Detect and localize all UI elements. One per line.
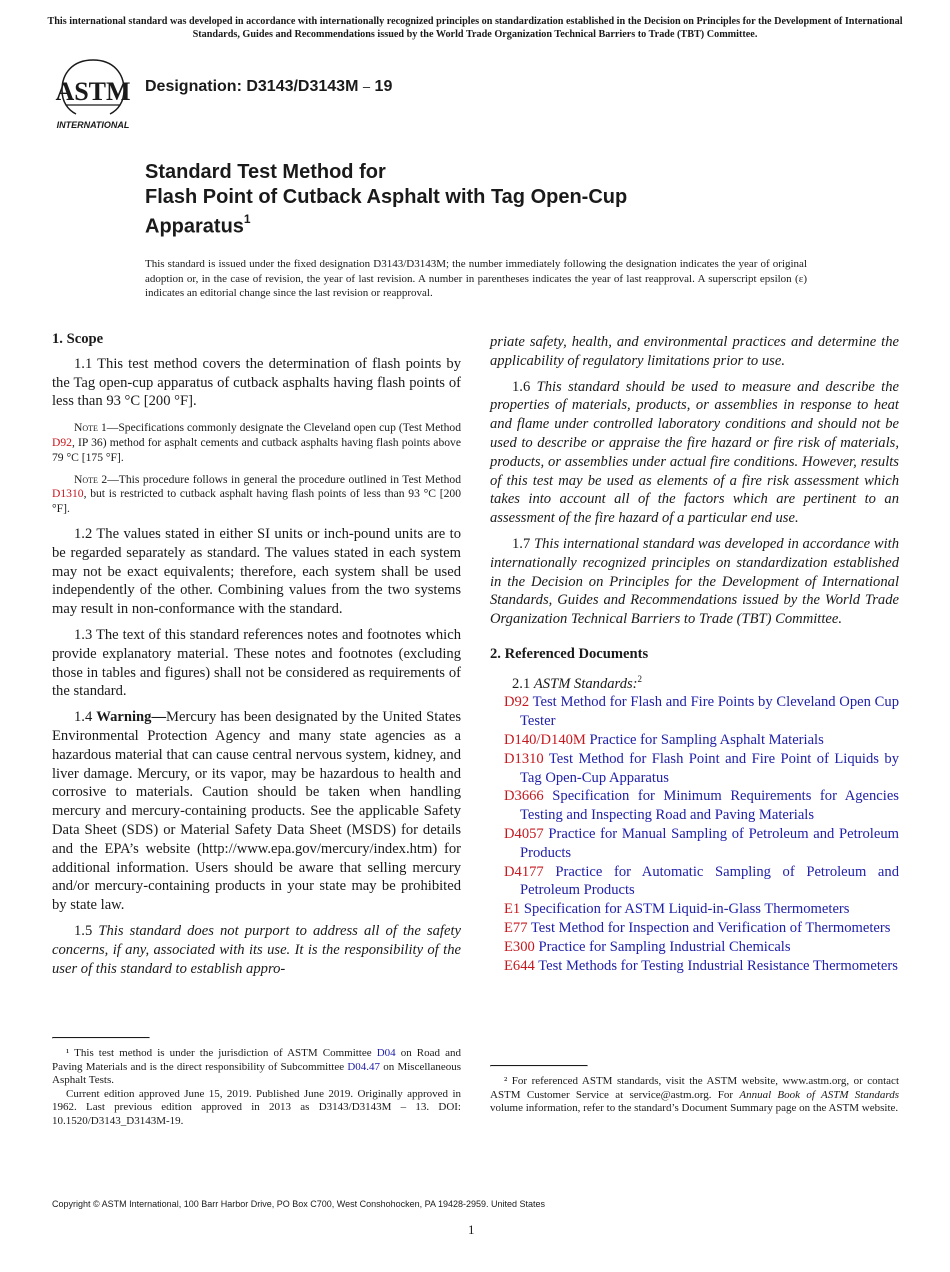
paragraph-1-3: 1.3 The text of this standard references notes and footnotes which provide explanatory material. These notes and footnotes (excluding those in tables and figures) shall not be considered as requirements of the standard.: [52, 626, 461, 700]
note-1: Note 1—Specifications commonly designate the Cleveland open cup (Test Method D92, IP 36) method for asphalt cements and cutback asphalts having flash points above 79 °C [175 °F].: [52, 421, 461, 464]
warning-label: Warning—: [96, 709, 167, 726]
reference-item[interactable]: D92 Test Method for Flash and Fire Points by Cleveland Open Cup Tester: [504, 694, 899, 730]
logo-text: ASTM: [55, 77, 131, 106]
title-line-2: Flash Point of Cutback Asphalt with Tag Open-Cup: [145, 185, 628, 208]
link-d04-47[interactable]: D04.47: [347, 1060, 381, 1073]
link-d92[interactable]: D92: [52, 435, 72, 449]
footnote-2: ² For referenced ASTM standards, visit the ASTM website, www.astm.org, or contact ASTM Customer Service at service@astm.org. For Annual Book of ASTM Standards volume information, refer to the standard’s Document Summary page on the ASTM website.: [490, 1075, 899, 1115]
title-line-3: Apparatus$^1$: [145, 212, 251, 238]
designation-dash: –: [362, 79, 371, 94]
note-2: Note 2—This procedure follows in general the procedure outlined in Test Method D1310, but is restricted to cutback asphalt having flash points of less than 93 °C [200 °F].: [52, 472, 461, 516]
logo-subtext: INTERNATIONAL: [56, 120, 130, 130]
reference-item[interactable]: E644 Test Methods for Testing Industrial Resistance Thermometers: [504, 957, 898, 974]
footnote-1: ¹ This test method is under the jurisdiction of ASTM Committee D04 on Road and Paving Materials and is the direct responsibility of Subcommittee D04.47 on Miscellaneous Asphalt Tests.: [52, 1047, 462, 1087]
title-footnote-marker: 1: [243, 212, 251, 226]
designation-year: 19: [374, 78, 393, 95]
right-column: [490, 333, 899, 975]
footnote-rule: [490, 1065, 588, 1067]
reference-item[interactable]: E300 Practice for Sampling Industrial Chemicals: [504, 938, 791, 955]
paragraph-2-1: 2.1 ASTM Standards:$^2$: [512, 673, 643, 692]
left-column: [52, 330, 461, 985]
reference-item[interactable]: D1310 Test Method for Flash Point and Fire Point of Liquids by Tag Open-Cup Apparatus: [504, 750, 899, 786]
referenced-standards-list: [490, 693, 899, 975]
reference-item[interactable]: D4177 Practice for Automatic Sampling of Petroleum and Petroleum Products: [504, 863, 899, 899]
paragraph-1-1: 1.1 This test method covers the determination of flash points by the Tag open-cup apparatus of cutback asphalts having flash points of less than 93 °C [200 °F].: [52, 355, 461, 410]
footnotes-left: [52, 1037, 461, 1129]
copyright: Copyright © ASTM International, 100 Barr Harbor Drive, PO Box C700, West Conshohocken, PA 19428-2959. United States: [52, 1199, 546, 1209]
section-heading-scope: 1. Scope: [52, 331, 104, 347]
astm-logo: [52, 56, 134, 132]
reference-item[interactable]: D3666 Specification for Minimum Requirements for Agencies Testing and Inspecting Road and Paving Materials: [504, 788, 899, 824]
title-line-1: Standard Test Method for: [145, 161, 386, 183]
footnote-1-edition: Current edition approved June 15, 2019. Published June 2019. Originally approved in 1962. Last previous edition approved in 2013 as D3143/D3143M – 13. DOI: 10.1520/D3143_D3143M-19.: [52, 1087, 461, 1127]
reference-item[interactable]: D4057 Practice for Manual Sampling of Petroleum and Petroleum Products: [504, 825, 899, 861]
paragraph-1-5: 1.5 This standard does not purport to address all of the safety concerns, if any, associated with its use. It is the responsibility of the user of this standard to establish appro-: [52, 922, 461, 977]
paragraph-1-2: 1.2 The values stated in either SI units or inch-pound units are to be regarded separately as standard. The values stated in each system may not be exact equivalents; therefore, each system shall be used independently of the other. Combining values from the two systems may result in non-conformance with the standard.: [52, 525, 461, 618]
reference-item[interactable]: E77 Test Method for Inspection and Verification of Thermometers: [504, 919, 891, 936]
paragraph-1-5-continued: priate safety, health, and environmental practices and determine the applicability of regulatory limitations prior to use.: [490, 334, 899, 369]
tbt-notice: This international standard was developed in accordance with internationally recognized principles on standardization established in the Decision on Principles for the Development of International Standards, Guides and Recommendations issued by the World Trade Organization Technical Barriers to Trade (TBT) Committee.: [47, 16, 903, 40]
designation: [145, 78, 392, 96]
section-heading-referenced-documents: 2. Referenced Documents: [490, 645, 649, 662]
link-d1310[interactable]: D1310: [52, 487, 84, 501]
footnotes-right: [490, 1065, 899, 1116]
paragraph-1-7: 1.7 This international standard was developed in accordance with internationally recognized principles on standardization established in the Decision on Principles for the Development of International Standards, Guides and Recommendations issued by the World Trade Organization Technical Barriers to Trade (TBT) Committee.: [490, 535, 900, 628]
link-d04[interactable]: D04: [376, 1047, 396, 1059]
paragraph-1-4: 1.4 Warning—Mercury has been designated by the United States Environmental Protection Agency and many state agencies as a hazardous material that can cause central nervous system, kidney, and liver damage. Mercury, or its vapor, may be hazardous to health and corrosive to materials. Caution should be taken when handling mercury and mercury-containing products. See the applicable Safety Data Sheet (SDS) or Material Safety Data Sheet (MSDS) for details and the EPA’s website (http://www.epa.gov/mercury/index.htm) for additional information. Users should be aware that selling mercury and/or mercury-containing products in your state may be prohibited by state law.: [52, 709, 462, 914]
reference-item[interactable]: D140/D140M Practice for Sampling Asphalt Materials: [504, 732, 824, 748]
designation-label: Designation: D3143/D3143M: [145, 78, 359, 95]
footnote-rule: [52, 1037, 150, 1039]
reference-item[interactable]: E1 Specification for ASTM Liquid-in-Glass Thermometers: [504, 901, 850, 918]
paragraph-1-6: 1.6 This standard should be used to measure and describe the properties of materials, products, or assemblies in response to heat and flame under controlled laboratory conditions and should not be used to describe or appraise the fire hazard or fire risk of materials, products, or assemblies under actual fire conditions. However, results of this test may be used as elements of a fire risk assessment which takes into account all of the factors which are pertinent to an assessment of the fire hazard of a particular end use.: [490, 378, 900, 527]
document-title: [145, 160, 865, 239]
standard-designation-note: This standard is issued under the fixed designation D3143/D3143M; the number immediately following the designation indicates the year of original adoption or, in the case of revision, the year of last revision. A number in parentheses indicates the year of last reapproval. A superscript epsilon (ε) indicates an editorial change since the last revision or reapproval.: [145, 258, 807, 300]
page-number: 1: [468, 1222, 475, 1237]
